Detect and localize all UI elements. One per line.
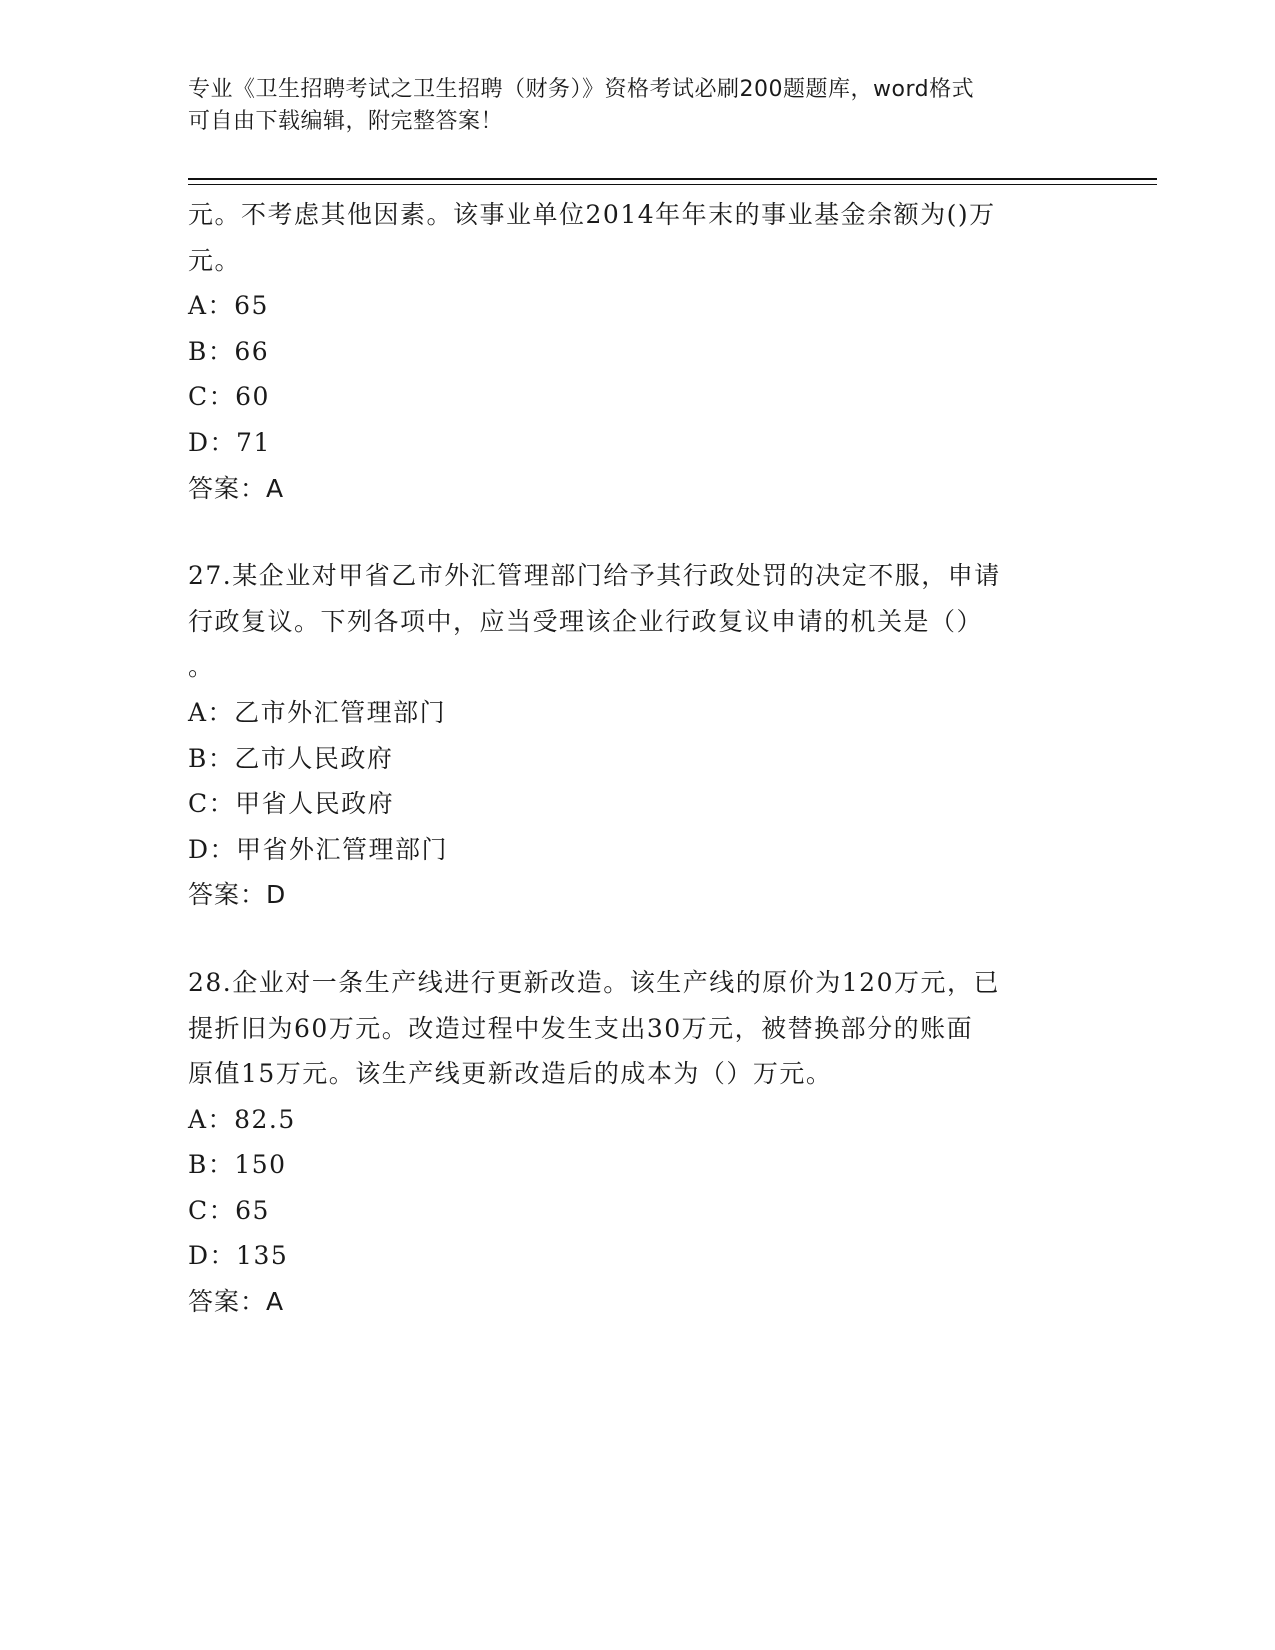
question-text-line: 原值15万元。该生产线更新改造后的成本为（）万元。 — [188, 1059, 833, 1089]
option-value: 乙市人民政府 — [234, 743, 394, 773]
option-key: B： — [188, 743, 235, 773]
document-header — [188, 74, 1068, 138]
option-value: 66 — [234, 336, 270, 366]
spacer — [188, 918, 1088, 960]
question-text-line: 27.某企业对甲省乙市外汇管理部门给予其行政处罚的决定不服，申请 — [188, 561, 1001, 591]
option-c — [188, 374, 1088, 420]
option-c — [188, 1188, 1088, 1234]
question-text-line: 元。不考虑其他因素。该事业单位2014年年末的事业基金余额为()万 — [188, 200, 996, 229]
option-a — [188, 1097, 1088, 1143]
question-text-line: 。 — [188, 652, 215, 682]
option-key: C： — [188, 1195, 236, 1225]
option-b — [188, 329, 1088, 375]
option-key: B： — [188, 1150, 235, 1180]
header-divider-thin — [188, 184, 1157, 185]
option-key: A： — [188, 697, 235, 727]
question-text-line: 提折旧为60万元。改造过程中发生支出30万元，被替换部分的账面 — [188, 1013, 974, 1043]
option-b — [188, 1142, 1088, 1188]
question-28 — [188, 960, 1088, 1325]
option-key: C： — [188, 789, 236, 819]
question-text-line: 28.企业对一条生产线进行更新改造。该生产线的原价为120万元，已 — [188, 967, 1000, 997]
option-key: D： — [188, 1241, 237, 1271]
option-value: 71 — [236, 427, 271, 457]
option-d — [188, 1233, 1088, 1279]
question-27 — [188, 553, 1088, 918]
option-value: 甲省外汇管理部门 — [236, 834, 449, 864]
option-a — [188, 690, 1088, 736]
question-text-line: 行政复议。下列各项中，应当受理该企业行政复议申请的机关是（） — [188, 606, 984, 636]
option-d — [188, 827, 1088, 873]
option-value: 甲省人民政府 — [235, 789, 395, 819]
document-body — [188, 192, 1088, 1325]
option-value: 150 — [234, 1150, 287, 1180]
option-a — [188, 283, 1088, 329]
option-d — [188, 420, 1088, 466]
option-b — [188, 736, 1088, 782]
option-key: C： — [188, 382, 236, 412]
option-key: D： — [188, 834, 237, 864]
question-26 — [188, 192, 1088, 511]
option-value: 135 — [236, 1241, 289, 1271]
answer-line: 答案：D — [188, 880, 287, 910]
answer-line: 答案：A — [188, 1287, 285, 1317]
option-value: 60 — [235, 382, 270, 412]
option-key: B： — [188, 336, 235, 366]
header-divider-thick — [188, 178, 1157, 180]
option-value: 65 — [234, 291, 269, 321]
header-title-line-2: 可自由下载编辑，附完整答案！ — [188, 109, 504, 134]
option-key: A： — [188, 291, 235, 321]
answer-line: 答案：A — [188, 473, 285, 503]
header-title-line-1: 专业《卫生招聘考试之卫生招聘（财务）》资格考试必刷200题题库，word格式 — [188, 77, 975, 102]
option-key: A： — [188, 1104, 235, 1134]
option-value: 82.5 — [234, 1104, 296, 1134]
spacer — [188, 511, 1088, 553]
option-value: 乙市外汇管理部门 — [234, 697, 447, 727]
option-c — [188, 781, 1088, 827]
question-text-line: 元。 — [188, 245, 242, 275]
option-key: D： — [188, 427, 237, 457]
option-value: 65 — [235, 1195, 270, 1225]
